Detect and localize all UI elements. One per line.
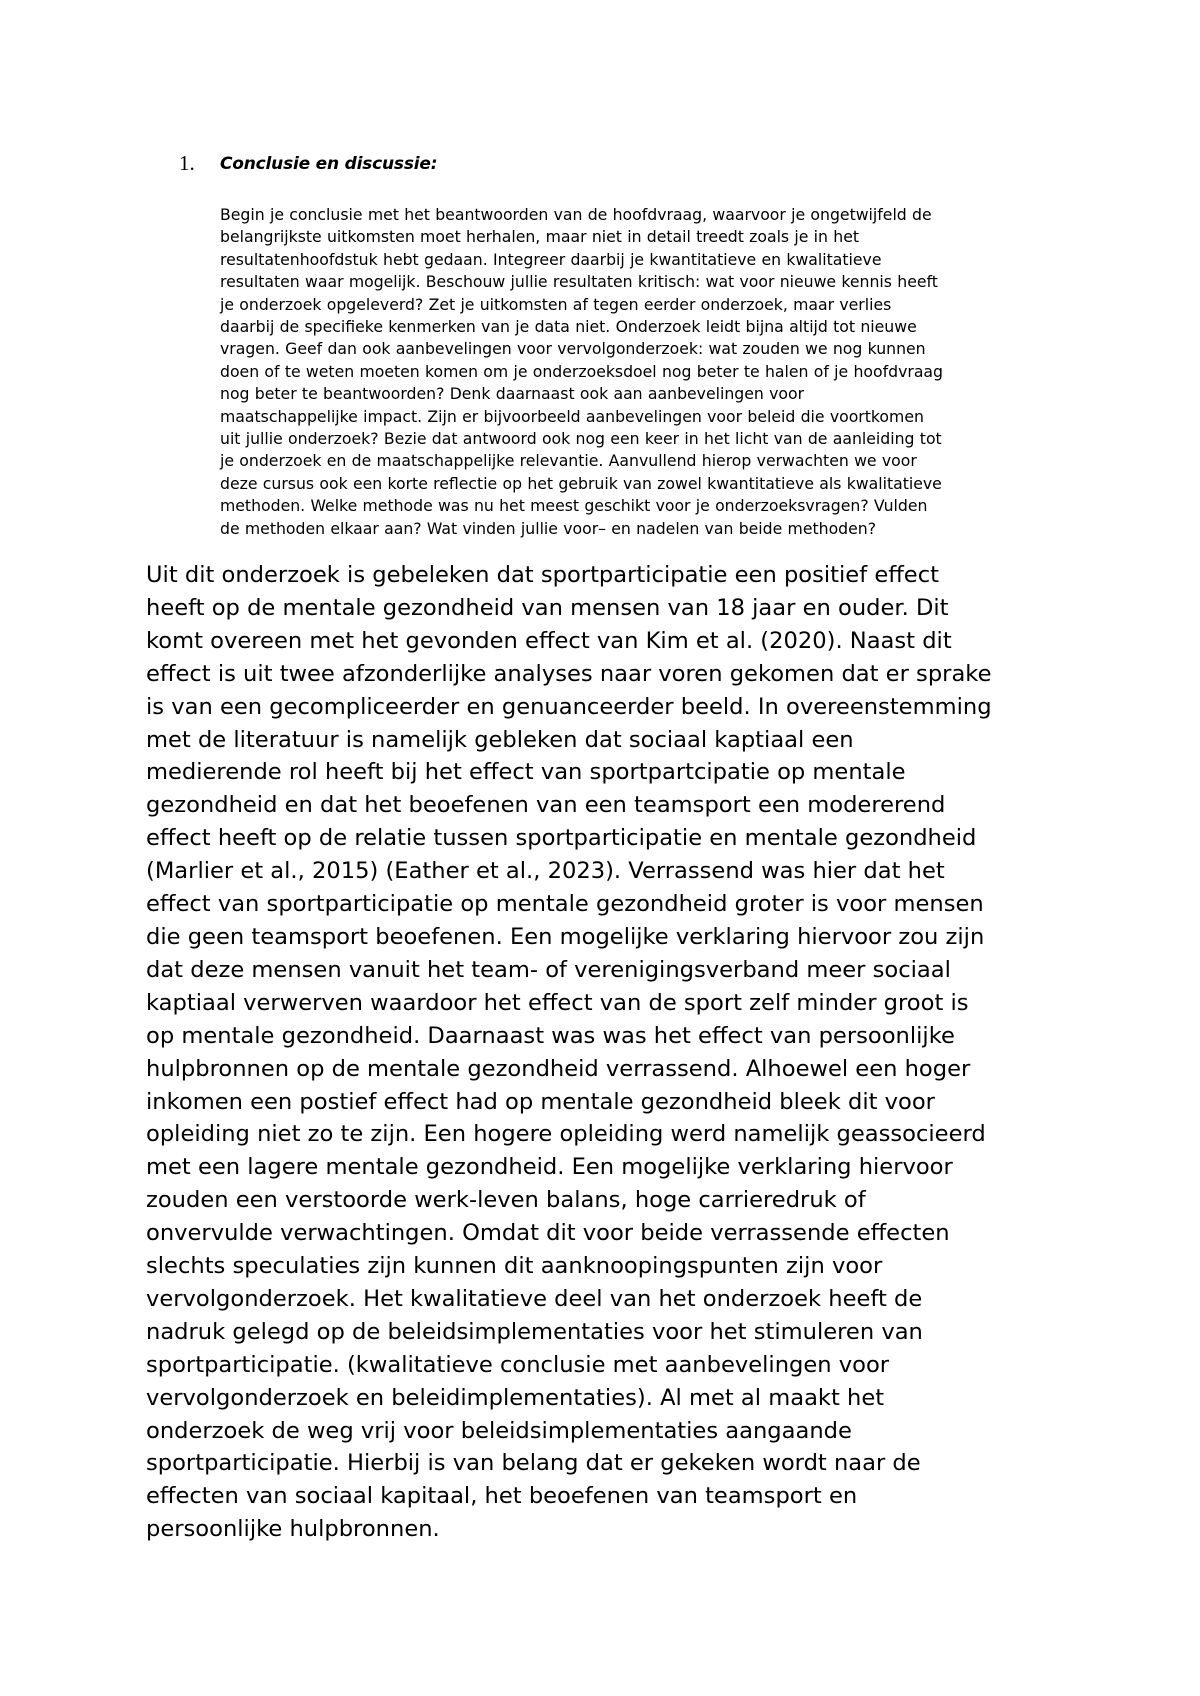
instructions-line: resultaten waar mogelijk. Beschouw jullie resultaten kritisch: wat voor nieuwe kennis heeft — [220, 272, 938, 292]
conclusion-line: effect is uit twee afzonderlijke analyses naar voren gekomen dat er sprake — [146, 660, 992, 687]
conclusion-line: dat deze mensen vanuit het team- of verenigingsverband meer sociaal — [146, 956, 951, 983]
conclusion-line: effect heeft op de relatie tussen sportparticipatie en mentale gezondheid — [146, 825, 977, 852]
conclusion-line: gezondheid en dat het beoefenen van een teamsport een modererend — [146, 792, 946, 819]
conclusion-line: sportparticipatie. Hierbij is van belang dat er gekeken wordt naar de — [146, 1450, 921, 1477]
conclusion-line: persoonlijke hulpbronnen. — [146, 1516, 440, 1543]
conclusion-line: vervolgonderzoek en beleidimplementaties). Al met al maakt het — [146, 1384, 885, 1411]
conclusion-line: effect van sportparticipatie op mentale gezondheid groter is voor mensen — [146, 891, 984, 918]
section-heading-row — [179, 150, 1079, 180]
conclusion-line: slechts speculaties zijn kunnen dit aanknoopingspunten zijn voor — [146, 1253, 883, 1280]
conclusion-line: is van een gecompliceerder en genuanceerder beeld. In overeenstemming — [146, 693, 992, 720]
instructions-line: methoden. Welke methode was nu het meest geschikt voor je onderzoeksvragen? Vulden — [220, 496, 928, 516]
list-number: 1. — [179, 151, 195, 175]
conclusion-line: onvervulde verwachtingen. Omdat dit voor beide verrassende effecten — [146, 1220, 950, 1247]
conclusion-line: zouden een verstoorde werk-leven balans, hoge carrieredruk of — [146, 1187, 866, 1214]
conclusion-line: Uit dit onderzoek is gebeleken dat sportparticipatie een positief effect — [146, 562, 939, 588]
conclusion-line: komt overeen met het gevonden effect van Kim et al. (2020). Naast dit — [146, 627, 952, 654]
instructions-line: maatschappelijke impact. Zijn er bijvoorbeeld aanbevelingen voor beleid die voortkomen — [220, 406, 924, 426]
conclusion-line: sportparticipatie. (kwalitatieve conclusie met aanbevelingen voor — [146, 1351, 890, 1378]
conclusion-line: heeft op de mentale gezondheid van mensen van 18 jaar en ouder. Dit — [146, 594, 949, 621]
conclusion-line: opleiding niet zo te zijn. Een hogere opleiding werd namelijk geassocieerd — [146, 1121, 986, 1148]
conclusion-line: onderzoek de weg vrij voor beleidsimplementaties aangaande — [146, 1417, 852, 1444]
instructions-line: deze cursus ook een korte reflectie op het gebruik van zowel kwantitatieve als kwalitatieve — [220, 473, 942, 493]
conclusion-line: kaptiaal verwerven waardoor het effect van de sport zelf minder groot is — [146, 989, 969, 1016]
instructions-line: resultatenhoofdstuk hebt gedaan. Integreer daarbij je kwantitatieve en kwalitatieve — [220, 249, 882, 269]
conclusion-line: hulpbronnen op de mentale gezondheid verrassend. Alhoewel een hoger — [146, 1055, 971, 1082]
instructions-paragraph — [220, 204, 1100, 540]
instructions-line: doen of te weten moeten komen om je onderzoeksdoel nog beter te halen of je hoofdvraag — [220, 361, 944, 381]
conclusion-line: met de literatuur is namelijk gebleken dat sociaal kaptiaal een — [146, 726, 854, 753]
conclusion-line: die geen teamsport beoefenen. Een mogelijke verklaring hiervoor zou zijn — [146, 923, 985, 950]
instructions-line: uit jullie onderzoek? Bezie dat antwoord ook nog een keer in het licht van de aanleiding tot — [220, 429, 942, 449]
instructions-line: de methoden elkaar aan? Wat vinden jullie voor– en nadelen van beide methoden? — [220, 518, 877, 538]
instructions-line: belangrijkste uitkomsten moet herhalen, maar niet in detail treedt zoals je in het — [220, 227, 860, 247]
conclusion-line: nadruk gelegd op de beleidsimplementaties voor het stimuleren van — [146, 1318, 923, 1345]
instructions-line: vragen. Geef dan ook aanbevelingen voor vervolgonderzoek: wat zouden we nog kunnen — [220, 339, 926, 359]
conclusion-line: effecten van sociaal kapitaal, het beoefenen van teamsport en — [146, 1483, 858, 1510]
conclusion-line: medierende rol heeft bij het effect van sportpartcipatie op mentale — [146, 759, 906, 786]
instructions-line: je onderzoek en de maatschappelijke relevantie. Aanvullend hierop verwachten we voor — [220, 451, 917, 471]
conclusion-line: op mentale gezondheid. Daarnaast was was het effect van persoonlijke — [146, 1022, 955, 1049]
conclusion-line: (Marlier et al., 2015) (Eather et al., 2023). Verrassend was hier dat het — [146, 858, 945, 885]
section-heading: Conclusie en discussie: — [220, 154, 438, 174]
instructions-line: daarbij de specifieke kenmerken van je data niet. Onderzoek leidt bijna altijd tot nieuwe — [220, 317, 917, 337]
conclusion-line: inkomen een postief effect had op mentale gezondheid bleek dit voor — [146, 1088, 935, 1115]
instructions-line: je onderzoek opgeleverd? Zet je uitkomsten af tegen eerder onderzoek, maar verlies — [220, 294, 892, 314]
conclusion-paragraph — [146, 559, 1086, 1546]
instructions-line: Begin je conclusie met het beantwoorden van de hoofdvraag, waarvoor je ongetwijfeld de — [220, 205, 932, 224]
instructions-line: nog beter te beantwoorden? Denk daarnaast ook aan aanbevelingen voor — [220, 384, 805, 404]
conclusion-line: met een lagere mentale gezondheid. Een mogelijke verklaring hiervoor — [146, 1154, 953, 1181]
conclusion-line: vervolgonderzoek. Het kwalitatieve deel van het onderzoek heeft de — [146, 1285, 923, 1312]
